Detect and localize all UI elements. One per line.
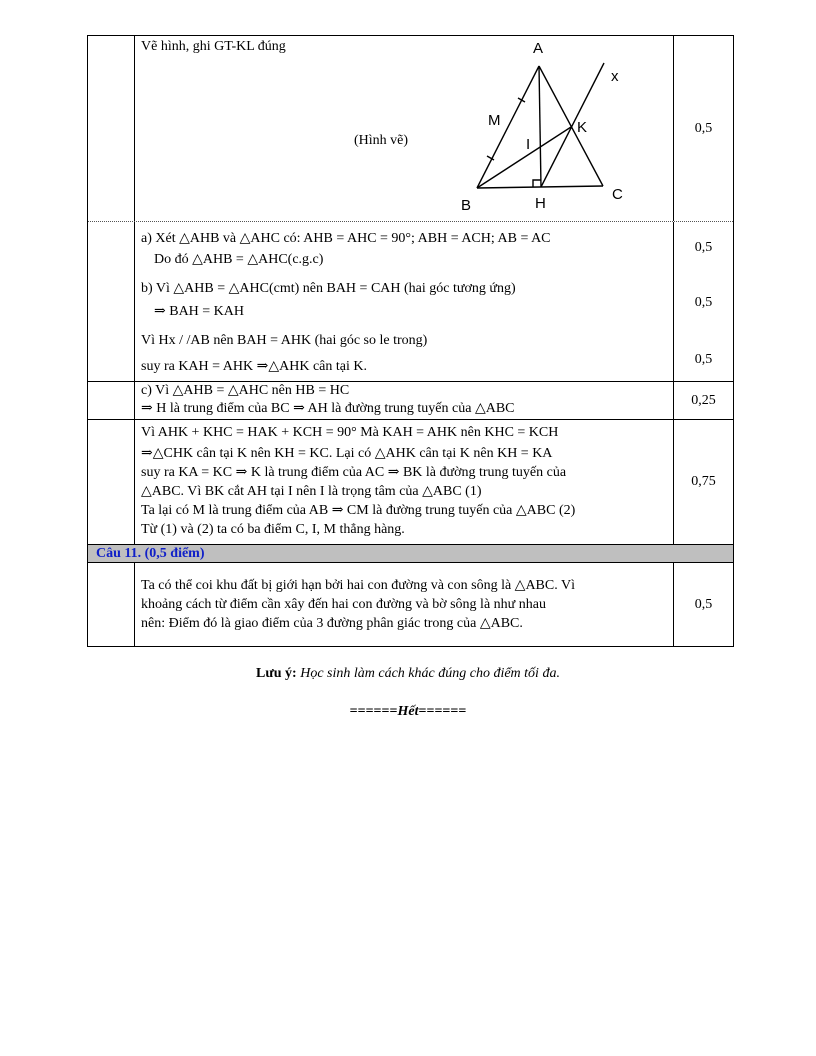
part-b-line-4: suy ra KAH = AHK ⇒△AHK cân tại K. [141,359,367,374]
segment-AB [477,66,539,188]
geometry-figure [455,36,655,218]
score-q11: 0,5 [694,596,713,612]
end-marker [0,704,816,720]
label-C: C [612,186,623,203]
note-text: Học sinh làm cách khác đúng cho điểm tối đa. [300,666,560,681]
part-c-line-1: c) Vì △AHB = △AHC nên HB = HC [141,383,350,398]
part-c2-line-5: Ta lại có M là trung điểm của AB ⇒ CM là đường trung tuyến của △ABC (2) [141,503,576,518]
right-angle-mark [533,180,541,187]
label-x: x [611,68,619,85]
part-b-line-1: b) Vì △AHB = △AHC(cmt) nên BAH = CAH (hai góc tương ứng) [141,281,516,296]
part-c2-line-3: suy ra KA = KC ⇒ K là trung điểm của AC ⇒ BK là đường trung tuyến của [141,465,567,480]
part-c-line-2: ⇒ H là trung điểm của BC ⇒ AH là đường trung tuyến của △ABC [141,401,515,416]
q11-line-1: Ta có thể coi khu đất bị giới hạn bởi hai con đường và con sông là △ABC. Vì [141,578,575,593]
score-figure: 0,5 [694,120,713,136]
note-label: Lưu ý: [256,666,297,681]
part-a-line-1: a) Xét △AHB và △AHC có: AHB = AHC = 90°; ABH = ACH; AB = AC [141,231,551,246]
question-11-row [88,563,733,646]
score-c2: 0,75 [691,474,716,489]
part-a-line-2: Do đó △AHB = △AHC(c.g.c) [154,252,324,267]
label-H: H [535,195,546,212]
figure-caption: (Hình vẽ) [354,133,409,148]
q11-line-2: khoảng cách từ điểm cần xây đến hai con đường và bờ sông là như nhau [141,597,546,612]
question-11-header: Câu 11. (0,5 điểm) [88,545,733,563]
score-b1: 0,5 [694,295,713,310]
figure-row [88,36,733,222]
answer-table [87,35,734,647]
figure-intro: Vẽ hình, ghi GT-KL đúng [141,39,286,54]
end-left: ====== [349,704,398,719]
score-b2: 0,5 [694,352,713,367]
segment-BC [477,186,603,188]
part-b-line-3: Vì Hx / /AB nên BAH = AHK (hai góc so le trong) [141,333,428,348]
part-c2-line-6: Từ (1) và (2) ta có ba điểm C, I, M thẳng hàng. [141,522,405,537]
score-c1: 0,25 [691,392,716,408]
label-K: K [577,119,588,136]
score-a: 0,5 [694,240,713,255]
segment-AH [539,66,541,187]
end-right: ====== [418,704,467,719]
q11-line-3: nên: Điểm đó là giao điểm của 3 đường phân giác trong của △ABC. [141,616,523,631]
part-c2-row [88,420,733,545]
part-b-line-2: ⇒ BAH = KAH [154,304,245,319]
part-c2-line-1: Vì AHK + KHC = HAK + KCH = 90° Mà KAH = AHK nên KHC = KCH [141,425,559,440]
label-A: A [533,40,544,57]
note [0,666,816,682]
part-c2-line-4: △ABC. Vì BK cắt AH tại I nên I là trọng tâm của △ABC (1) [141,484,482,499]
end-word: Hết [397,704,419,719]
part-c2-line-2: ⇒△CHK cân tại K nên KH = KC. Lại có △AHK cân tại K nên KH = KA [141,446,553,461]
segment-BK [477,127,571,188]
ray-Hx [541,63,604,187]
parts-ab-row [88,222,733,382]
label-I: I [526,136,531,153]
label-M: M [488,112,501,129]
label-B: B [461,197,472,214]
part-c1-row [88,382,733,420]
